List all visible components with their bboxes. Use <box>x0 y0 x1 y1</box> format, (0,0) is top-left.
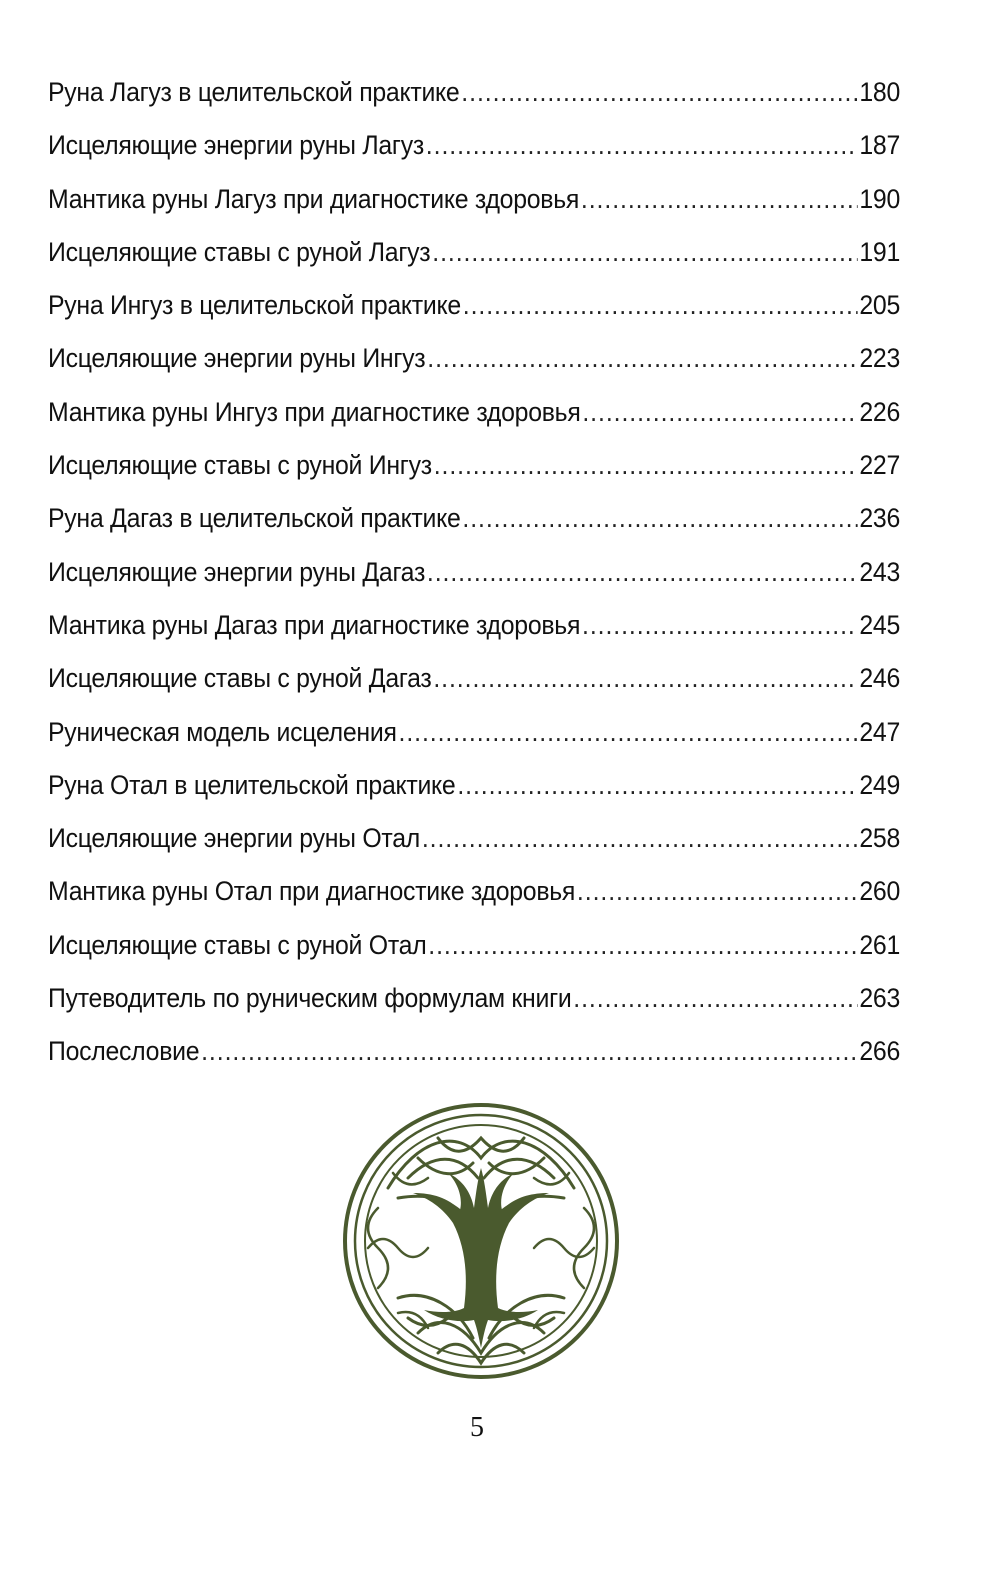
toc-entry-title: Руна Дагаз в целительской практике <box>48 503 461 534</box>
toc-entry-title: Мантика руны Лагуз при диагностике здоровья <box>48 183 580 214</box>
toc-entry-page: 246 <box>859 663 901 694</box>
toc-dot-leader <box>433 652 857 705</box>
toc-dot-leader <box>573 972 857 1025</box>
toc-entry-page: 245 <box>859 609 901 640</box>
toc-dot-leader <box>427 546 858 599</box>
toc-entry-title: Мантика руны Дагаз при диагностике здоровья <box>48 609 581 640</box>
toc-entry <box>48 1025 900 1078</box>
tree-of-life-icon <box>338 1098 624 1384</box>
toc-dot-leader <box>581 173 858 226</box>
toc-dot-leader <box>461 66 857 119</box>
page-number: 5 <box>470 1412 484 1443</box>
toc-entry-title: Руна Отал в целительской практике <box>48 769 456 800</box>
toc-entry-title: Исцеляющие энергии руны Ингуз <box>48 343 426 374</box>
toc-entry-page: 263 <box>859 983 901 1014</box>
toc-dot-leader <box>462 492 857 545</box>
toc-entry <box>48 546 900 599</box>
toc-entry <box>48 652 900 705</box>
toc-entry-title: Послесловие <box>48 1036 200 1067</box>
toc-entry-page: 180 <box>859 77 901 107</box>
toc-entry-title: Путеводитель по руническим формулам книги <box>48 983 572 1014</box>
toc-dot-leader <box>457 759 857 812</box>
toc-dot-leader <box>463 279 858 332</box>
toc-entry <box>48 119 900 172</box>
toc-entry-page: 260 <box>859 876 901 907</box>
toc-dot-leader <box>577 865 858 918</box>
toc-dot-leader <box>428 919 857 972</box>
table-of-contents <box>48 66 900 1079</box>
toc-dot-leader <box>427 332 857 385</box>
toc-entry-page: 243 <box>859 556 901 587</box>
toc-entry-title: Исцеляющие ставы с руной Лагуз <box>48 236 431 267</box>
toc-entry-title: Руна Ингуз в целительской практике <box>48 290 461 321</box>
toc-entry-page: 190 <box>859 183 901 214</box>
toc-entry-title: Руна Лагуз в целительской практике <box>48 77 460 107</box>
toc-entry <box>48 599 900 652</box>
toc-entry-page: 247 <box>859 716 901 747</box>
toc-entry <box>48 759 900 812</box>
toc-entry <box>48 66 900 119</box>
toc-entry <box>48 173 900 226</box>
toc-entry-page: 249 <box>859 769 901 800</box>
toc-entry-title: Исцеляющие ставы с руной Ингуз <box>48 450 432 481</box>
toc-entry <box>48 386 900 439</box>
toc-entry-page: 261 <box>859 929 901 960</box>
toc-entry-title: Исцеляющие ставы с руной Дагаз <box>48 663 432 694</box>
toc-dot-leader <box>582 599 858 652</box>
toc-entry <box>48 492 900 545</box>
toc-entry-page: 266 <box>859 1036 901 1067</box>
toc-entry-page: 258 <box>859 823 901 854</box>
toc-dot-leader <box>398 706 857 759</box>
toc-entry-page: 191 <box>859 236 901 267</box>
toc-dot-leader <box>582 386 857 439</box>
toc-entry-title: Исцеляющие энергии руны Отал <box>48 823 420 854</box>
toc-dot-leader <box>434 439 858 492</box>
toc-entry <box>48 812 900 865</box>
toc-entry-page: 227 <box>859 450 901 481</box>
toc-entry <box>48 226 900 279</box>
toc-entry-page: 205 <box>859 290 901 321</box>
toc-entry <box>48 279 900 332</box>
toc-dot-leader <box>432 226 857 279</box>
toc-entry-title: Мантика руны Ингуз при диагностике здоровья <box>48 396 581 427</box>
toc-entry <box>48 706 900 759</box>
toc-dot-leader <box>422 812 858 865</box>
toc-entry <box>48 865 900 918</box>
toc-entry-page: 226 <box>859 396 901 427</box>
toc-dot-leader <box>426 119 858 172</box>
toc-entry-page: 223 <box>859 343 901 374</box>
toc-entry-title: Исцеляющие ставы с руной Отал <box>48 929 427 960</box>
toc-entry-title: Мантика руны Отал при диагностике здоровья <box>48 876 576 907</box>
toc-dot-leader <box>201 1025 857 1078</box>
toc-entry <box>48 332 900 385</box>
toc-entry <box>48 919 900 972</box>
toc-entry <box>48 439 900 492</box>
toc-entry-page: 236 <box>859 503 901 534</box>
toc-entry-page: 187 <box>859 130 901 161</box>
toc-entry-title: Руническая модель исцеления <box>48 716 397 747</box>
toc-entry-title: Исцеляющие энергии руны Лагуз <box>48 130 424 161</box>
toc-entry-title: Исцеляющие энергии руны Дагаз <box>48 556 426 587</box>
toc-entry <box>48 972 900 1025</box>
